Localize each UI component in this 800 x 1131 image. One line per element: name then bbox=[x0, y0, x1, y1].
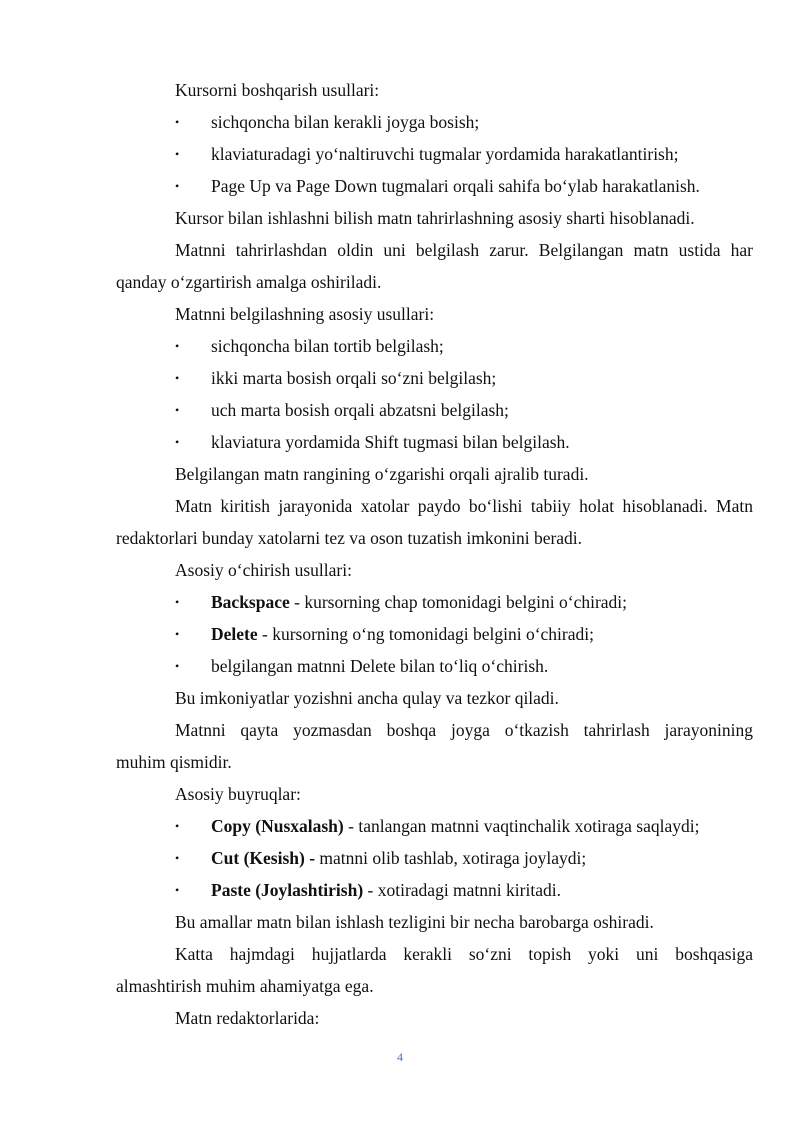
list-item bbox=[116, 810, 753, 842]
paragraph-line: Kursorni boshqarish usullari: bbox=[175, 80, 380, 100]
bullet-icon: • bbox=[175, 339, 180, 353]
list-item-term: Delete bbox=[211, 624, 258, 644]
paragraph-line: Bu imkoniyatlar yozishni ancha qulay va tezkor qiladi. bbox=[175, 688, 559, 708]
bullet-icon: • bbox=[175, 627, 180, 641]
paragraph-line: Katta hajmdagi hujjatlarda kerakli so‘zni topish yoki uni boshqasiga bbox=[175, 944, 753, 964]
paragraph-line: Asosiy o‘chirish usullari: bbox=[175, 560, 352, 580]
bullet-icon: • bbox=[175, 659, 180, 673]
list-item-text bbox=[175, 880, 561, 900]
bullet-icon: • bbox=[175, 179, 180, 193]
list-item-text: sichqoncha bilan kerakli joyga bosish; bbox=[211, 112, 480, 132]
list-item bbox=[116, 106, 753, 138]
paragraph-continuation: muhim qismidir. bbox=[116, 752, 232, 772]
list-item-text: klaviatura yordamida Shift tugmasi bilan belgilash. bbox=[211, 432, 570, 452]
bullet-icon: • bbox=[175, 115, 180, 129]
paragraph-line: Bu amallar matn bilan ishlash tezligini bir necha barobarga oshiradi. bbox=[175, 912, 654, 932]
bullet-icon: • bbox=[175, 595, 180, 609]
list-item-term: Paste (Joylashtirish) bbox=[211, 880, 364, 900]
document-page-content bbox=[116, 74, 753, 1034]
list-item bbox=[116, 330, 753, 362]
list-item bbox=[116, 586, 753, 618]
list-item-description: - xotiradagi matnni kiritadi. bbox=[363, 880, 561, 900]
bullet-icon: • bbox=[175, 851, 180, 865]
paragraph-line: Belgilangan matn rangining o‘zgarishi orqali ajralib turadi. bbox=[175, 464, 589, 484]
list-item-text bbox=[175, 624, 594, 644]
list-item bbox=[116, 842, 753, 874]
list-item bbox=[116, 170, 753, 202]
list-item bbox=[116, 874, 753, 906]
paragraph-line: Asosiy buyruqlar: bbox=[175, 784, 301, 804]
list-item-text: ikki marta bosish orqali so‘zni belgilash; bbox=[211, 368, 497, 388]
list-item-description: matnni olib tashlab, xotiraga joylaydi; bbox=[315, 848, 587, 868]
bullet-icon: • bbox=[175, 371, 180, 385]
paragraph-line: Matn redaktorlarida: bbox=[175, 1008, 320, 1028]
page-number: 4 bbox=[397, 1050, 403, 1064]
list-item-description: - tanlangan matnni vaqtinchalik xotiraga saqlaydi; bbox=[343, 816, 700, 836]
list-item bbox=[116, 394, 753, 426]
bullet-icon: • bbox=[175, 435, 180, 449]
paragraph-line: Kursor bilan ishlashni bilish matn tahrirlashning asosiy sharti hisoblanadi. bbox=[175, 208, 695, 228]
list-item bbox=[116, 618, 753, 650]
list-item-text: uch marta bosish orqali abzatsni belgilash; bbox=[211, 400, 509, 420]
bullet-icon: • bbox=[175, 147, 180, 161]
list-item-text: belgilangan matnni Delete bilan to‘liq o‘chirish. bbox=[211, 656, 549, 676]
bullet-icon: • bbox=[175, 819, 180, 833]
bullet-icon: • bbox=[175, 883, 180, 897]
list-item bbox=[116, 138, 753, 170]
list-item bbox=[116, 650, 753, 682]
list-item-term: Cut (Kesish) - bbox=[211, 848, 316, 868]
bullet-icon: • bbox=[175, 403, 180, 417]
paragraph-continuation: qanday o‘zgartirish amalga oshiriladi. bbox=[116, 272, 382, 292]
list-item-description: - kursorning o‘ng tomonidagi belgini o‘chiradi; bbox=[257, 624, 594, 644]
paragraph-continuation: redaktorlari bunday xatolarni tez va oson tuzatish imkonini beradi. bbox=[116, 528, 583, 548]
list-item-text bbox=[175, 592, 627, 612]
paragraph-line: Matnni qayta yozmasdan boshqa joyga o‘tkazish tahrirlash jarayonining bbox=[175, 720, 753, 740]
list-item-text bbox=[175, 848, 586, 868]
list-item-text: klaviaturadagi yo‘naltiruvchi tugmalar yordamida harakatlantirish; bbox=[211, 144, 679, 164]
list-item bbox=[116, 426, 753, 458]
paragraph-line: Matn kiritish jarayonida xatolar paydo bo‘lishi tabiiy holat hisoblanadi. Matn bbox=[175, 496, 753, 516]
paragraph-line: Matnni tahrirlashdan oldin uni belgilash zarur. Belgilangan matn ustida har bbox=[175, 240, 753, 260]
list-item-term: Backspace bbox=[211, 592, 290, 612]
list-item bbox=[116, 362, 753, 394]
list-item-text bbox=[175, 816, 699, 836]
paragraph-line: Matnni belgilashning asosiy usullari: bbox=[175, 304, 435, 324]
list-item-description: - kursorning chap tomonidagi belgini o‘chiradi; bbox=[289, 592, 628, 612]
list-item-text: sichqoncha bilan tortib belgilash; bbox=[211, 336, 444, 356]
paragraph-continuation: almashtirish muhim ahamiyatga ega. bbox=[116, 976, 374, 996]
list-item-text: Page Up va Page Down tugmalari orqali sahifa bo‘ylab harakatlanish. bbox=[211, 176, 700, 196]
list-item-term: Copy (Nusxalash) bbox=[211, 816, 344, 836]
